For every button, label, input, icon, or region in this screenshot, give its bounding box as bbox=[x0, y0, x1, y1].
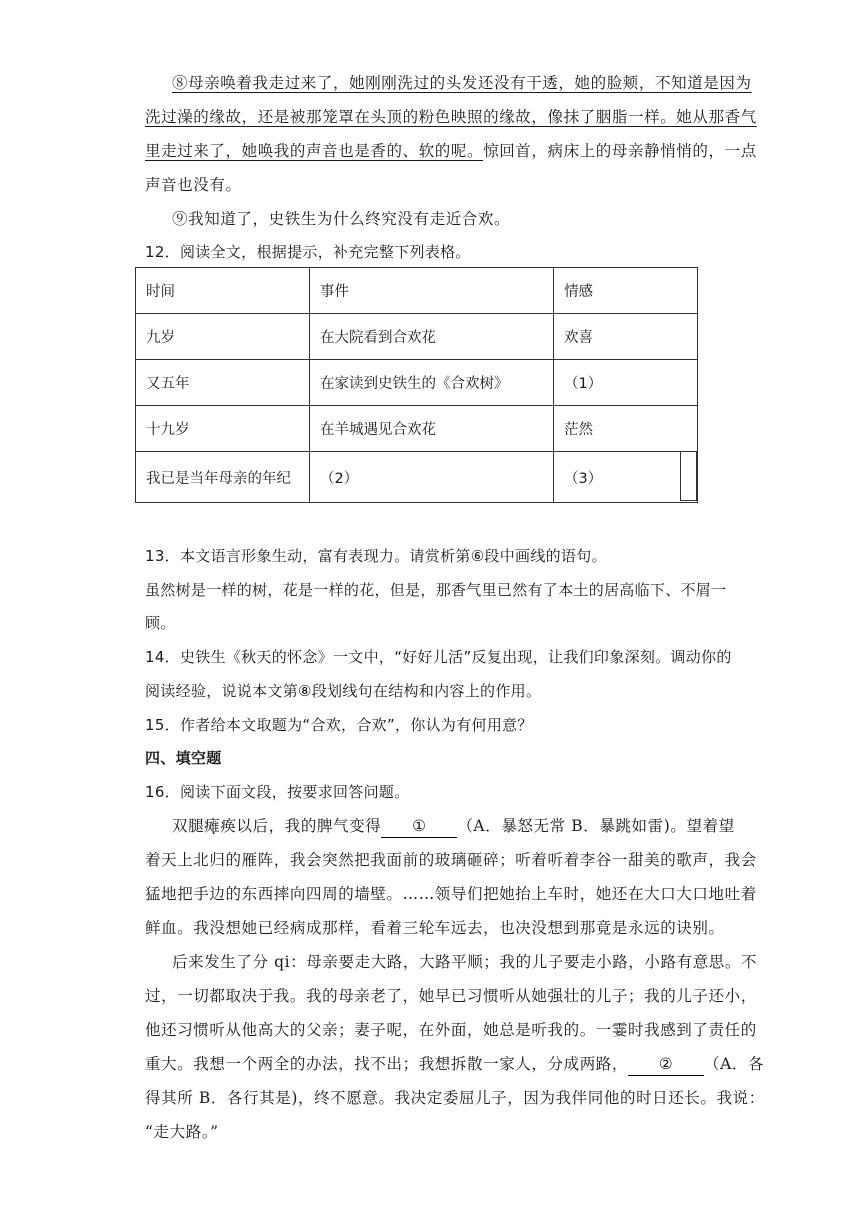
section-heading: 四、填空题 bbox=[145, 749, 222, 767]
para8-underlined-text: ⑧母亲唤着我走过来了，她刚刚洗过的头发还没有干透，她的脸颊，不知道是因为 bbox=[172, 74, 752, 92]
table-header-cell: 事件 bbox=[310, 268, 554, 314]
emphasis-dot-char: 瘫 bbox=[204, 817, 221, 835]
question-12: 12．阅读全文，根据提示，补充完整下列表格。 bbox=[145, 243, 471, 261]
para9: ⑨我知道了，史铁生为什么终究没有走近合欢。 bbox=[172, 210, 511, 228]
table-cell: （1） bbox=[554, 360, 698, 406]
para8-line4: 声音也没有。 bbox=[145, 176, 242, 194]
question-16: 16．阅读下面文段，按要求回答问题。 bbox=[145, 783, 410, 801]
question-14-line2: 阅读经验，说说本文第⑧段划线句在结构和内容上的作用。 bbox=[145, 682, 542, 700]
table-row bbox=[136, 360, 698, 406]
para8-underlined-text-2: 洗过澡的缘故，还是被那笼罩在头顶的粉色映照的缘故，像抹了胭脂一样。她从那香气 bbox=[145, 108, 757, 126]
para8-line2 bbox=[145, 106, 757, 128]
table-cell: 茫然 bbox=[554, 406, 698, 452]
table-cell: 又五年 bbox=[136, 360, 310, 406]
para8-text-rest: 惊回首，病床上的母亲静悄悄的，一点 bbox=[483, 142, 757, 160]
question-13-quote-line1: 虽然树是一样的树，花是一样的花，但是，那香气里已然有了本土的居高临下、不屑一 bbox=[145, 581, 727, 599]
passage-p2-line5: 得其所 B．各行其是)，终不愿意。我决定委屈儿子，因为我伴同他的时日还长。我说： bbox=[145, 1089, 765, 1107]
passage-p1-line1: 双腿瘫痪以后，我的脾气变得 ① （A．暴怒无常 B．暴跳如雷)。望着望 bbox=[172, 815, 735, 838]
table-header-row bbox=[136, 268, 698, 314]
passage-p1-line4: 鲜血。我没想她已经病成那样，看着三轮车远去，也决没想到那竟是永远的诀别。 bbox=[145, 919, 725, 937]
table-cell: 欢喜 bbox=[554, 314, 698, 360]
blank-1[interactable]: ① bbox=[381, 815, 457, 838]
table-header-cell: 时间 bbox=[136, 268, 310, 314]
table-cell: 我已是当年母亲的年纪 bbox=[136, 452, 310, 503]
blank-2[interactable]: ② bbox=[628, 1053, 704, 1076]
passage-p2-line4: 重大。我想一个两全的办法，找不出；我想拆散一家人，分成两路， ② （A．各 bbox=[145, 1053, 764, 1076]
table-extra-cell bbox=[680, 451, 697, 501]
question-14-line1: 14．史铁生《秋天的怀念》一文中，“好好儿活”反复出现，让我们印象深刻。调动你的 bbox=[145, 648, 732, 666]
question-13: 13．本文语言形象生动，富有表现力。请赏析第⑥段中画线的语句。 bbox=[145, 547, 607, 565]
table-cell: （3） bbox=[554, 452, 698, 503]
para8-line3 bbox=[145, 140, 757, 162]
table-cell: （2） bbox=[310, 452, 554, 503]
table-cell: 九岁 bbox=[136, 314, 310, 360]
passage-p2-line2: 过，一切都取决于我。我的母亲老了，她早已习惯听从她强壮的儿子；我的儿子还小， bbox=[145, 987, 757, 1005]
answer-table bbox=[135, 267, 698, 503]
passage-p1-line2: 着天上北归的雁阵，我会突然把我面前的玻璃砸碎；听着听着李谷一甜美的歌声，我会 bbox=[145, 851, 757, 869]
table-row bbox=[136, 406, 698, 452]
para8-line1 bbox=[172, 72, 752, 94]
table-header-cell: 情感 bbox=[554, 268, 698, 314]
table-cell: 在家读到史铁生的《合欢树》 bbox=[310, 360, 554, 406]
table-cell: 在羊城遇见合欢花 bbox=[310, 406, 554, 452]
question-15: 15．作者给本文取题为“合欢，合欢”，你认为有何用意？ bbox=[145, 716, 533, 734]
table-cell: 十九岁 bbox=[136, 406, 310, 452]
table-cell: 在大院看到合欢花 bbox=[310, 314, 554, 360]
table-row bbox=[136, 452, 698, 503]
passage-p2-line1: 后来发生了分 qi：母亲要走大路，大路平顺；我的儿子要走小路，小路有意思。不 bbox=[172, 953, 758, 971]
passage-p1-line3: 猛地把手边的东西摔向四周的墙壁。……领导们把她抬上车时，她还在大口大口地吐着 bbox=[145, 885, 757, 903]
table-row bbox=[136, 314, 698, 360]
passage-p2-line3: 他还习惯听从他高大的父亲；妻子呢，在外面，她总是听我的。一霎时我感到了责任的 bbox=[145, 1021, 757, 1039]
passage-p2-line6: “走大路。” bbox=[145, 1123, 219, 1141]
question-13-quote-line2: 顾。 bbox=[145, 614, 176, 632]
para8-underlined-text-3: 里走过来了，她唤我的声音也是香的、软的呢。 bbox=[145, 142, 484, 160]
